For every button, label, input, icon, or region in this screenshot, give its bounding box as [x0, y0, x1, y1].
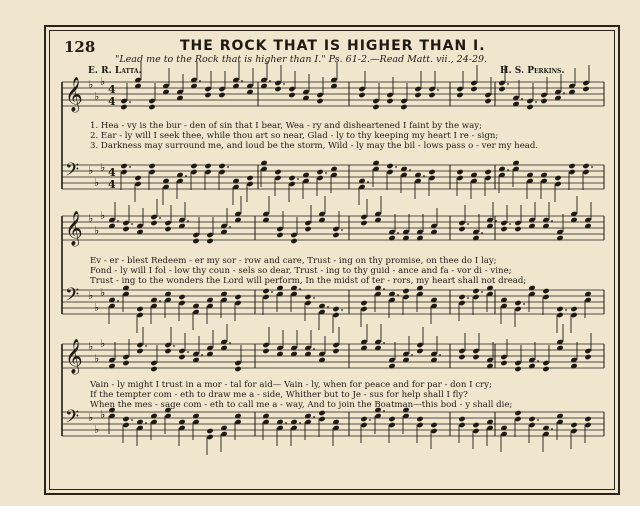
note-head [178, 354, 185, 360]
lyric-verse-3-line-3: When the mes - sage com - eth to call me a - way, And to join the Boatman—this bod - y shall die; [90, 400, 513, 410]
dot-augmentation [299, 288, 301, 290]
flat-sign-icon: ♭ [88, 164, 94, 177]
note-head [316, 98, 323, 104]
note-head [458, 416, 465, 422]
dot-augmentation [409, 169, 411, 171]
dot-augmentation [269, 80, 271, 82]
lyric-verse-3-line-1: 3. Darkness may surround me, and loud be the storm, Wild - ly may the bil - lows pass o - ver my head. [90, 141, 539, 151]
lyric-verse-2-line-2: Fond - ly will I fol - low thy coun - sels so dear, Trust - ing to thy guid - ance and fa - vor di - vine; [90, 266, 512, 276]
note-head [120, 104, 127, 110]
dot-augmentation [481, 232, 483, 234]
dot-augmentation [187, 351, 189, 353]
note-head [542, 288, 549, 294]
note-head [388, 416, 395, 422]
dot-augmentation [131, 419, 133, 421]
note-head [190, 163, 197, 169]
dot-augmentation [537, 360, 539, 362]
dot-augmentation [467, 297, 469, 299]
dot-augmentation [341, 229, 343, 231]
dot-augmentation [481, 291, 483, 293]
note-head [204, 163, 211, 169]
dot-augmentation [313, 416, 315, 418]
dot-augmentation [145, 345, 147, 347]
flat-sign-icon: ♭ [88, 340, 94, 353]
note-head [584, 416, 591, 422]
dot-augmentation [551, 220, 553, 222]
lyric-verse-2-line-3: If the tempter com - eth to draw me a - side, Whither but to Je - sus for help shall I fly? [90, 390, 468, 400]
dot-augmentation [551, 428, 553, 430]
note-head [178, 294, 185, 300]
note-head [458, 226, 465, 232]
note-head [514, 226, 521, 232]
dot-augmentation [131, 223, 133, 225]
dot-augmentation [467, 223, 469, 225]
dot-augmentation [509, 223, 511, 225]
dot-augmentation [145, 422, 147, 424]
note-head [304, 226, 311, 232]
flat-sign-icon: ♭ [94, 301, 100, 314]
lyric-verse-1-line-3: Vain - ly might I trust in a mor - tal for aid— Vain - ly, when for peace and for par - don I cry; [90, 380, 492, 390]
dot-augmentation [411, 354, 413, 356]
scripture-epigraph: "Lead me to the Rock that is higher than I." Ps. 61-2.—Read Matt. vii., 24-29. [115, 54, 488, 65]
bass-clef-icon: 𝄢 [65, 160, 80, 185]
note-head [150, 220, 157, 226]
flat-sign-icon: ♭ [88, 212, 94, 225]
note-head [402, 288, 409, 294]
treble-clef-icon: 𝄞 [65, 77, 83, 112]
note-head [386, 98, 393, 104]
dot-augmentation [325, 172, 327, 174]
note-head [500, 226, 507, 232]
flat-sign-icon: ♭ [94, 90, 100, 103]
note-head [542, 366, 549, 372]
dot-augmentation [397, 294, 399, 296]
note-head [136, 306, 143, 312]
note-head [358, 92, 365, 98]
dot-augmentation [395, 166, 397, 168]
note-head [360, 220, 367, 226]
note-head [360, 300, 367, 306]
dot-augmentation [159, 300, 161, 302]
note-head [554, 175, 561, 181]
note-head [540, 98, 547, 104]
flat-sign-icon: ♭ [100, 408, 106, 421]
note-head [148, 163, 155, 169]
note-head [582, 86, 589, 92]
flat-sign-icon: ♭ [100, 75, 106, 88]
note-head [234, 366, 241, 372]
note-head [288, 92, 295, 98]
flat-sign-icon: ♭ [100, 161, 106, 174]
dot-augmentation [523, 303, 525, 305]
note-head [262, 288, 269, 294]
note-head [570, 306, 577, 312]
flat-sign-icon: ♭ [94, 423, 100, 436]
dot-augmentation [383, 342, 385, 344]
note-head [134, 175, 141, 181]
note-head [456, 92, 463, 98]
note-head [456, 169, 463, 175]
dot-augmentation [327, 306, 329, 308]
note-head [458, 354, 465, 360]
note-head [204, 92, 211, 98]
flat-sign-icon: ♭ [100, 209, 106, 222]
note-head [122, 360, 129, 366]
composer-credit: H. S. Perkins. [500, 66, 565, 76]
dot-augmentation [535, 101, 537, 103]
dot-augmentation [565, 309, 567, 311]
lyric-verse-3-line-2: Trust - ing to the wonders the Lord will perform, In the midst of ter - rors, my heart shall not dread; [90, 276, 527, 286]
note-head [514, 300, 521, 306]
note-head [234, 294, 241, 300]
note-head [164, 226, 171, 232]
dot-augmentation [173, 345, 175, 347]
dot-augmentation [313, 297, 315, 299]
dot-augmentation [229, 226, 231, 228]
note-head [386, 163, 393, 169]
dot-augmentation [397, 232, 399, 234]
time-signature-bottom: 4 [108, 178, 116, 191]
dot-augmentation [199, 80, 201, 82]
flat-sign-icon: ♭ [94, 352, 100, 365]
time-signature-top: 4 [108, 166, 116, 179]
dot-augmentation [299, 422, 301, 424]
note-head [276, 232, 283, 238]
note-head [484, 98, 491, 104]
note-head [120, 163, 127, 169]
note-head [484, 169, 491, 175]
note-head [148, 104, 155, 110]
note-head [514, 366, 521, 372]
dot-augmentation [495, 220, 497, 222]
lyric-verse-1-line-1: 1. Hea - vy is the bur - den of sin that I bear, Wea - ry and disheartened I faint by the way; [90, 121, 482, 131]
note-head [416, 348, 423, 354]
note-head [332, 232, 339, 238]
dot-augmentation [383, 288, 385, 290]
treble-clef-icon: 𝄞 [65, 211, 83, 246]
note-head [372, 104, 379, 110]
dot-augmentation [591, 166, 593, 168]
bass-clef-icon: 𝄢 [65, 407, 80, 432]
note-head [332, 306, 339, 312]
note-head [290, 238, 297, 244]
note-head [582, 163, 589, 169]
dot-augmentation [369, 419, 371, 421]
note-head [150, 366, 157, 372]
dot-augmentation [241, 80, 243, 82]
note-head [318, 410, 325, 416]
hymn-title: THE ROCK THAT IS HIGHER THAN I. [180, 38, 486, 54]
dot-augmentation [187, 220, 189, 222]
note-head [472, 422, 479, 428]
time-signature-top: 4 [108, 83, 116, 96]
note-head [122, 416, 129, 422]
dot-augmentation [117, 220, 119, 222]
flat-sign-icon: ♭ [88, 289, 94, 302]
note-head [556, 306, 563, 312]
lyricist-credit: E. R. Latta. [88, 66, 142, 76]
dot-augmentation [129, 166, 131, 168]
lyric-verse-1-line-2: Ev - er - blest Redeem - er my sor - row and care, Trust - ing on thy promise, on thee do I lay; [90, 256, 497, 266]
note-head [568, 163, 575, 169]
note-head [400, 104, 407, 110]
note-head [136, 348, 143, 354]
dot-augmentation [285, 422, 287, 424]
dot-augmentation [437, 89, 439, 91]
dot-augmentation [507, 83, 509, 85]
dot-augmentation [507, 169, 509, 171]
note-head [316, 169, 323, 175]
dot-augmentation [129, 101, 131, 103]
note-head [430, 422, 437, 428]
lyric-verse-2-line-1: 2. Ear - ly will I seek thee, while thou art so near, Glad - ly to thy keeping my heart I re - sign; [90, 131, 499, 141]
bass-clef-icon: 𝄢 [65, 285, 80, 310]
note-head [414, 92, 421, 98]
note-head [246, 175, 253, 181]
note-head [206, 428, 213, 434]
dot-augmentation [227, 166, 229, 168]
dot-augmentation [201, 354, 203, 356]
dot-augmentation [537, 419, 539, 421]
note-head [416, 416, 423, 422]
note-head [472, 354, 479, 360]
note-head [262, 348, 269, 354]
flat-sign-icon: ♭ [94, 176, 100, 189]
flat-sign-icon: ♭ [100, 286, 106, 299]
dot-augmentation [313, 348, 315, 350]
dot-augmentation [521, 98, 523, 100]
dot-augmentation [383, 410, 385, 412]
page-number: 128 [64, 38, 96, 56]
note-head [304, 294, 311, 300]
flat-sign-icon: ♭ [100, 337, 106, 350]
note-head [206, 238, 213, 244]
dot-augmentation [117, 300, 119, 302]
dot-augmentation [367, 181, 369, 183]
note-head [584, 354, 591, 360]
dot-augmentation [283, 83, 285, 85]
note-head [360, 416, 367, 422]
note-head [122, 226, 129, 232]
note-head [192, 238, 199, 244]
flat-sign-icon: ♭ [88, 78, 94, 91]
note-head [514, 410, 521, 416]
dot-augmentation [297, 178, 299, 180]
dot-augmentation [423, 175, 425, 177]
note-head [218, 163, 225, 169]
flat-sign-icon: ♭ [94, 224, 100, 237]
note-head [570, 422, 577, 428]
dot-augmentation [439, 354, 441, 356]
note-head [164, 348, 171, 354]
dot-augmentation [229, 342, 231, 344]
note-head [472, 288, 479, 294]
dot-augmentation [563, 92, 565, 94]
time-signature-bottom: 4 [108, 95, 116, 108]
note-head [218, 92, 225, 98]
note-head [470, 86, 477, 92]
flat-sign-icon: ♭ [88, 411, 94, 424]
note-head [526, 104, 533, 110]
dot-augmentation [271, 291, 273, 293]
dot-augmentation [185, 175, 187, 177]
note-head [428, 92, 435, 98]
note-head [288, 175, 295, 181]
note-head [428, 169, 435, 175]
dot-augmentation [341, 309, 343, 311]
note-head [458, 294, 465, 300]
note-head [274, 86, 281, 92]
note-head [332, 348, 339, 354]
note-head [528, 416, 535, 422]
dot-augmentation [159, 217, 161, 219]
treble-clef-icon: 𝄞 [65, 339, 83, 374]
note-head [274, 169, 281, 175]
note-head [498, 86, 505, 92]
note-head [500, 360, 507, 366]
